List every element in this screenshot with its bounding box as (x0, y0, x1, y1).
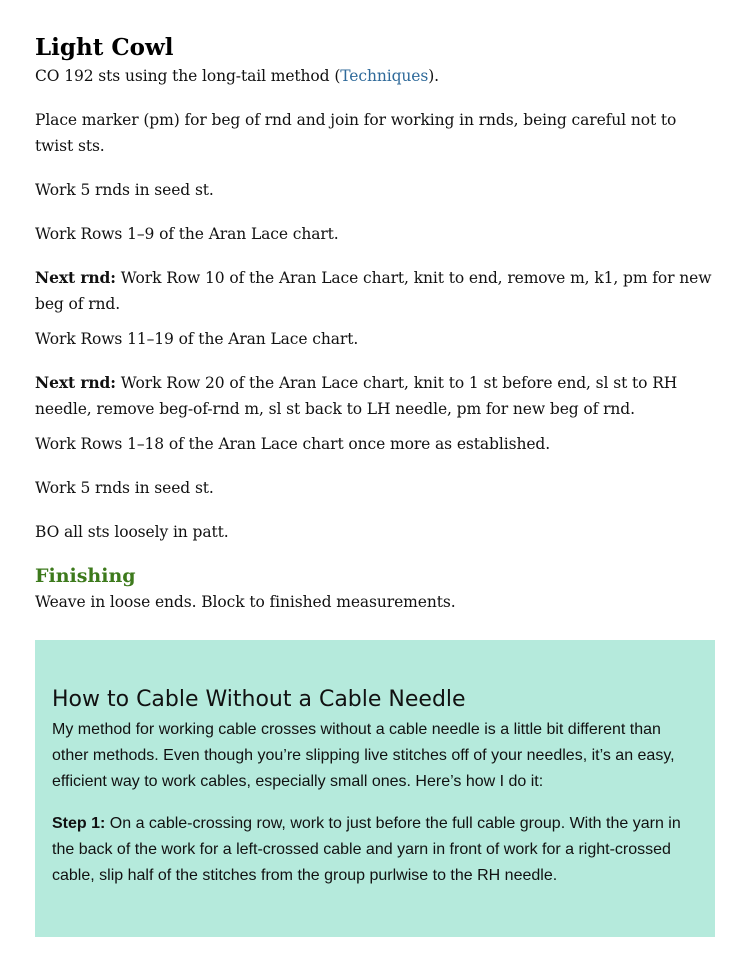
finishing-heading: Finishing (35, 565, 136, 587)
next-round-label: Next rnd: (35, 373, 116, 392)
finishing-instruction: Weave in loose ends. Block to finished measurements. (35, 593, 456, 611)
step-1-label: Step 1: (52, 815, 106, 832)
page-title: Light Cowl (35, 34, 174, 61)
techniques-link[interactable]: Techniques (340, 67, 429, 85)
cast-on-text-end: ). (428, 67, 439, 85)
cable-tip-sidebar (35, 640, 715, 937)
bind-off-instruction: BO all sts loosely in patt. (35, 523, 229, 541)
place-marker-instruction: Place marker (pm) for beg of rnd and join for working in rnds, being careful not to twist sts. (35, 111, 677, 155)
sidebar-heading: How to Cable Without a Cable Needle (52, 687, 466, 712)
pattern-content (35, 34, 715, 615)
next-round-text: Work Row 20 of the Aran Lace chart, knit to 1 st before end, sl st to RH needle, remove beg-of-rnd m, sl st back to LH needle, pm for new beg of rnd. (35, 374, 678, 418)
next-round-label: Next rnd: (35, 268, 116, 287)
seed-stitch-instruction-final: Work 5 rnds in seed st. (35, 479, 214, 497)
next-round-instruction-1 (35, 265, 715, 317)
sidebar-step-1 (52, 811, 698, 889)
seed-stitch-instruction: Work 5 rnds in seed st. (35, 181, 214, 199)
next-round-instruction-2 (35, 370, 715, 422)
rows-1-18-instruction: Work Rows 1–18 of the Aran Lace chart once more as established. (35, 435, 551, 453)
cast-on-text: CO 192 sts using the long-tail method ( (35, 67, 341, 85)
step-1-text: On a cable-crossing row, work to just before the full cable group. With the yarn in the back of the work for a left-crossed cable and yarn in front of work for a right-crossed cable, slip half of the stitches from the group purlwise to the RH needle. (52, 815, 681, 884)
next-round-text: Work Row 10 of the Aran Lace chart, knit to end, remove m, k1, pm for new beg of rnd. (35, 269, 712, 313)
rows-1-9-instruction: Work Rows 1–9 of the Aran Lace chart. (35, 225, 339, 243)
rows-11-19-instruction: Work Rows 11–19 of the Aran Lace chart. (35, 330, 359, 348)
sidebar-intro: My method for working cable crosses without a cable needle is a little bit different than other methods. Even though you’re slipping live stitches off of your needles, it’s an easy, efficient way to work cables, especially small ones. Here’s how I do it: (52, 721, 675, 790)
cast-on-instruction (35, 63, 715, 89)
